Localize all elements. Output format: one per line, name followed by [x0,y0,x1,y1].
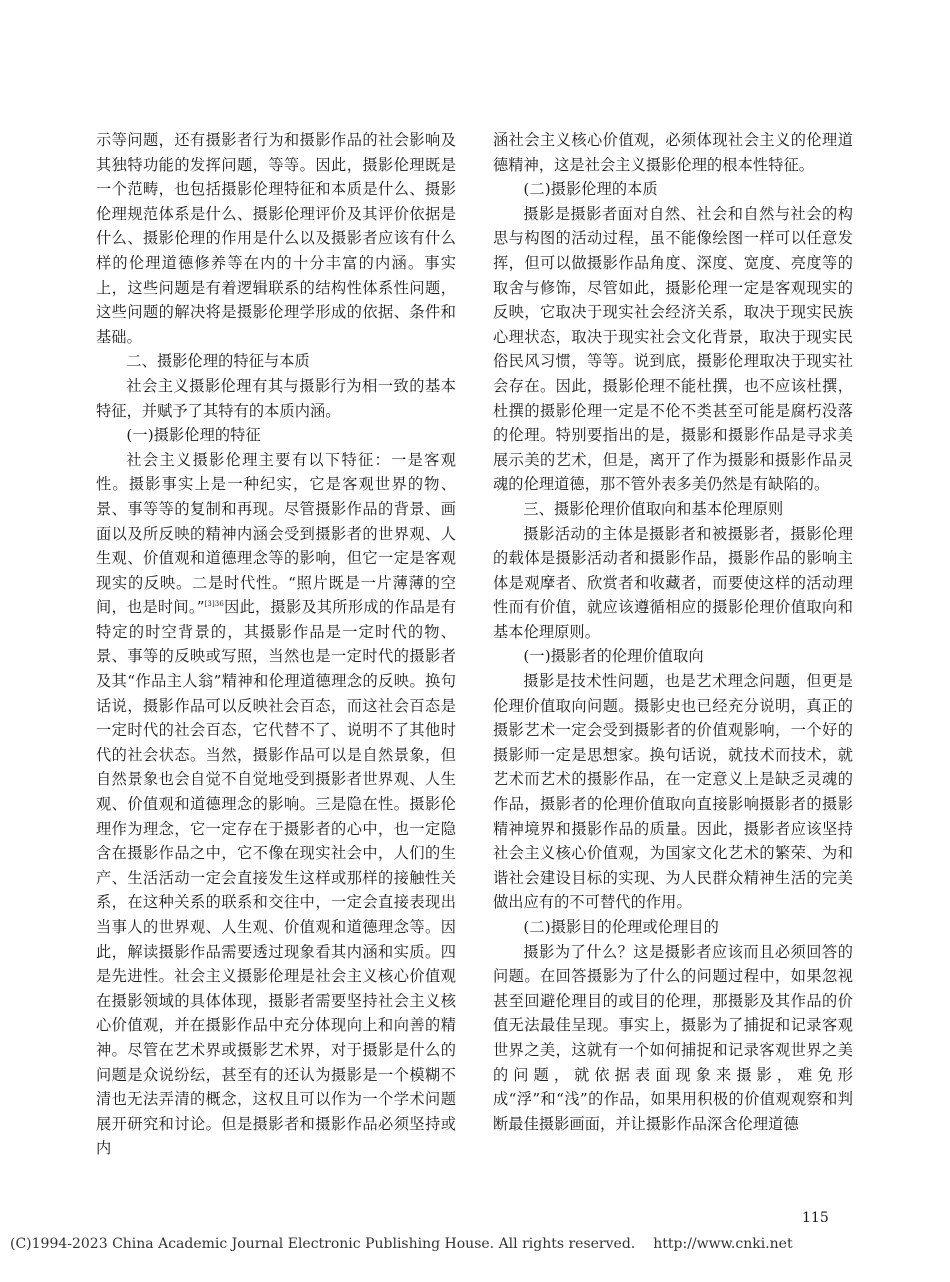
paragraph: 示等问题，还有摄影者行为和摄影作品的社会影响及其独特功能的发挥问题，等等。因此，摄影伦理既是一个范畴，也包括摄影伦理特征和本质是什么、摄影伦理规范体系是什么、摄影伦理评价及其评价依据是什么、摄影伦理的作用是什么以及摄影者应该有什么样的伦理道德修养等在内的十分丰富的内涵。事实上，这些问题是有着逻辑联系的结构性体系性问题，这些问题的解决将是摄影伦理学形成的依据、条件和基础。 [96,131,456,346]
footer-url[interactable]: http://www.cnki.net [653,1236,793,1252]
paragraph: 摄影为了什么？这是摄影者应该而且必须回答的问题。在回答摄影为了什么的问题过程中，如果忽视甚至回避伦理目的或目的伦理，那摄影及其作品的价值无法最佳呈现。事实上，摄影为了捕捉和记录客观世界之美，这就有一个如何捕捉和记录客观世界之美的问题，就依据表面现象来摄影，难免形成“浮”和“浅”的作品，如果用积极的价值观观察和判断最佳摄影画面，并让摄影作品深含伦理道德 [493,942,853,1133]
subsection-heading: (一)摄影者的伦理价值取向 [523,647,704,666]
paragraph [96,448,456,1161]
subsection-heading: (一)摄影伦理的特征 [126,426,261,445]
page-number: 115 [802,1210,829,1226]
subsection-heading: (二)摄影目的伦理或伦理目的 [523,918,719,936]
footer [10,1236,940,1252]
paragraph-text: 因此，摄影及其所形成的作品是有特定的时空背景的，其摄影作品是一定时代的物、景、事等的反映或写照，当然也是一定时代的摄影者及其“作品主人翁”精神和伦理道德理念的反映。换句话说，摄影作品可以反映社会百态，而这社会百态是一定时代的社会百态，它代替不了、说明不了其他时代的社会状态。当然，摄影作品可以是自然景象，但自然景象也会自觉不自觉地受到摄影者世界观、人生观、价值观和道德理念的影响。三是隐在性。摄影伦理作为理念，它一定存在于摄影者的心中，也一定隐含在摄影作品之中，它不像在现实社会中，人们的生产、生活活动一定会直接发生这样或那样的接触性关系，在这种关系的联系和交往中，一定会直接表现出当事人的世界观、人生观、价值观和道德理念等。因此，解读摄影作品需要透过现象看其内涵和实质。四是先进性。社会主义摄影伦理是社会主义核心价值观在摄影领域的具体体现，摄影者需要坚持社会主义核心价值观，并在摄影作品中充分体现向上和向善的精神。尽管在艺术界或摄影艺术界，对于摄影是什么的问题是众说纷纭，甚至有的还认为摄影是一个模糊不清也无法弄清的概念，这权且可以作为一个学术问题展开研究和讨论。但是摄影者和摄影作品必须坚持或内 [96,598,456,1158]
left-column [96,128,456,1161]
subsection-heading: (二)摄影伦理的本质 [523,180,658,199]
copyright-notice: (C)1994-2023 China Academic Journal Electronic Publishing House. All rights reserved. [10,1236,636,1252]
paragraph: 摄影是技术性问题，也是艺术理念问题，但更是伦理价值取向问题。摄影史也已经充分说明，真正的摄影艺术一定会受到摄影者的价值观影响，一个好的摄影师一定是思想家。换句话说，就技术而技术，就艺术而艺术的摄影作品，在一定意义上是缺乏灵魂的作品，摄影者的伦理价值取向直接影响摄影者的摄影精神境界和摄影作品的质量。因此，摄影者应该坚持社会主义核心价值观，为国家文化艺术的繁荣、为和谐社会建设目标的实现、为人民群众精神生活的完美做出应有的不可替代的作用。 [493,672,853,912]
paragraph: 涵社会主义核心价值观，必须体现社会主义的伦理道德精神，这是社会主义摄影伦理的根本性特征。 [493,131,853,174]
paragraph-text: 社会主义摄影伦理主要有以下特征：一是客观性。摄影事实上是一种纪实，它是客观世界的物、景、事等等的复制和再现。尽管摄影作品的背景、画面以及所反映的精神内涵会受到摄影者的世界观、人生观、价值观和道德理念等的影响，但它一定是客观现实的反映。二是时代性。“照片既是一片薄薄的空间，也是时间。” [96,450,456,617]
paragraph: 社会主义摄影伦理有其与摄影行为相一致的基本特征，并赋予了其特有的本质内涵。 [96,376,456,420]
paragraph: 摄影活动的主体是摄影者和被摄影者，摄影伦理的载体是摄影活动者和摄影作品，摄影作品的影响主体是观摩者、欣赏者和收藏者，而要使这样的活动理性而有价值，就应该遵循相应的摄影伦理价值取向和基本伦理原则。 [493,524,853,641]
section-heading: 三、摄影伦理价值取向和基本伦理原则 [523,499,784,518]
section-heading: 二、摄影伦理的特征与本质 [126,352,310,371]
paragraph: 摄影是摄影者面对自然、社会和自然与社会的构思与构图的活动过程，虽不能像绘图一样可以任意发挥，但可以做摄影作品角度、深度、宽度、亮度等的取舍与修饰，尽管如此，摄影伦理一定是客观现实的反映，它取决于现实社会经济关系，取决于现实民族心理状态，取决于现实社会文化背景，取决于现实民俗民风习惯，等等。说到底，摄影伦理取决于现实社会存在。因此，摄影伦理不能杜撰，也不应该杜撰，杜撰的摄影伦理一定是不伦不类甚至可能是腐朽没落的伦理。特别要指出的是，摄影和摄影作品是寻求美展示美的艺术，但是，离开了作为摄影和摄影作品灵魂的伦理道德，那不管外表多美仍然是有缺陷的。 [493,204,853,494]
right-column [493,128,853,1136]
citation-marker: [3]36 [204,600,224,609]
